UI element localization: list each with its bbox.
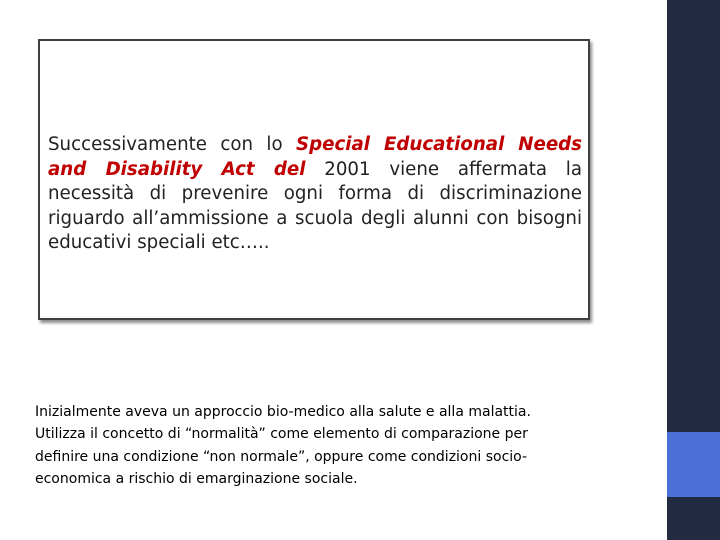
quote-text-intro: Successivamente con lo	[48, 134, 297, 155]
sidebar-accent-block	[667, 432, 720, 497]
quote-box	[38, 39, 590, 320]
description-paragraph	[35, 401, 575, 491]
quote-text-rest: 2001 viene affermata la necessità di prevenire ogni forma di discriminazione riguardo all’ammissione a scuola degli alunni con bisogni educativi speciali etc…..	[48, 158, 582, 253]
quote-text-highlight: Special Educational Needs and Disability Act del	[48, 134, 583, 180]
description-line-2: Utilizza il concetto di “normalità” come elemento di comparazione per	[35, 426, 528, 443]
description-line-3: definire una condizione “non normale”, oppure come condizioni socio-	[35, 448, 528, 465]
description-line-1: Inizialmente aveva un approccio bio-medico alla salute e alla malattia.	[35, 404, 531, 420]
quote-text	[48, 133, 582, 256]
right-sidebar-band	[667, 0, 720, 540]
description-line-4: economica a rischio di emarginazione sociale.	[35, 471, 358, 488]
